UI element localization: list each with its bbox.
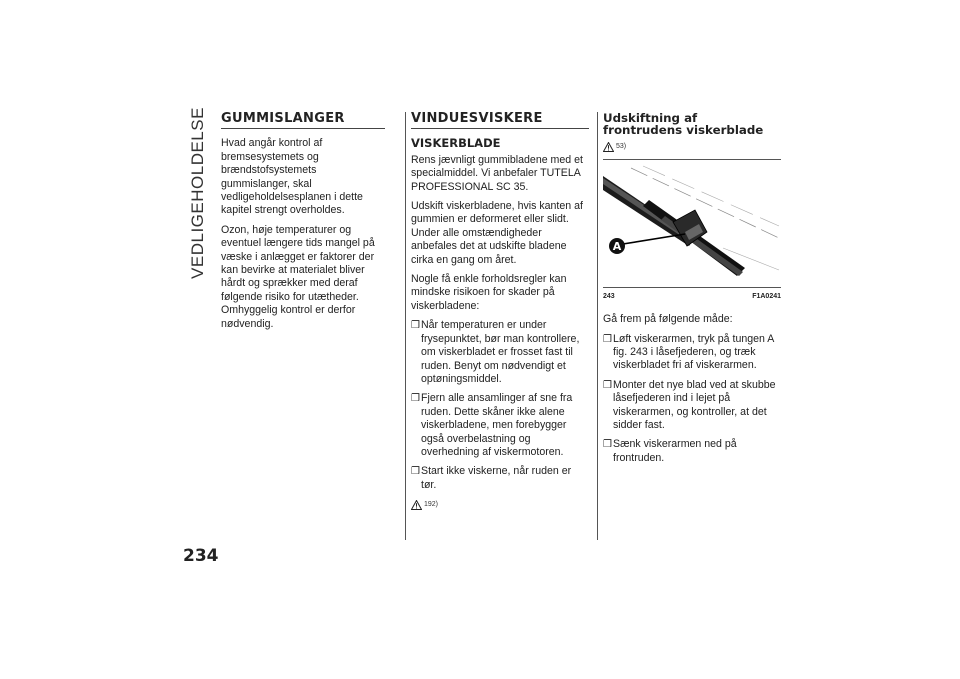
figure-number: 243 — [603, 292, 615, 300]
column-divider — [405, 112, 406, 540]
bullet-box-icon: ❒ — [603, 333, 612, 345]
warning-triangle-icon — [603, 142, 614, 152]
paragraph: Rens jævnligt gummibladene med et specialmiddel. Vi anbefaler TUTELA PROFESSIONAL SC 35. — [411, 153, 583, 193]
list-item: ❒ Monter det nye blad ved at skubbe låsefjederen ind i lejet på viskerarmen, og kontroller, at det sidder fast. — [603, 378, 776, 432]
column-gummislanger — [221, 112, 385, 337]
warning-triangle-icon — [411, 500, 422, 510]
section-side-tab-label: VEDLIGEHOLDELSE — [188, 107, 207, 279]
column-udskiftning — [603, 112, 781, 471]
list-item: ❒ Løft viskerarmen, tryk på tungen A fig. 243 i låsefjederen, og træk viskerbladet fri af viskerarmen. — [603, 332, 774, 372]
figure-code: F1A0241 — [752, 292, 781, 300]
bullet-box-icon: ❒ — [411, 320, 420, 332]
bullet-box-icon: ❒ — [603, 379, 612, 391]
figure-243 — [603, 159, 781, 303]
paragraph: Udskift viskerbladene, hvis kanten af gummien er deformeret eller slidt. Under alle omstændigheder anbefales det at udskifte bladene cirka en gang om året. — [411, 200, 583, 266]
paragraph: Gå frem på følgende måde: — [603, 313, 733, 326]
list-item: ❒ Fjern alle ansamlinger af sne fra ruden. Dette skåner ikke alene viskerbladene, men forebygger også overbelastning og overhedning af viskermotoren. — [411, 392, 573, 458]
paragraph: Ozon, høje temperaturer og eventuel længere tids mangel på væske i anlægget er faktorer der kan bevirke at materialet bliver hårdt og sprækker med deraf følgende risiko for utætheder. Omhyggelig kontrol er derfor nødvendig. — [221, 223, 375, 330]
column-divider — [597, 112, 598, 540]
figure-callout-a: A — [612, 240, 622, 254]
wiper-blade-illustration — [603, 160, 781, 282]
warning-reference-number: 192) — [424, 501, 439, 509]
page-number: 234 — [183, 546, 219, 566]
warning-reference — [603, 140, 781, 153]
paragraph: Hvad angår kontrol af bremsesystemets og brændstofsystemets gummislanger, skal vedligeholdelsesplanen i dette kapitel strengt overholdes. — [221, 137, 363, 217]
warning-reference — [411, 498, 589, 511]
heading-udskiftning: Udskiftning af frontrudens viskerblade — [603, 111, 764, 137]
heading-vinduesviskere: VINDUESVISKERE — [411, 112, 589, 129]
figure-caption — [603, 290, 781, 303]
figure-rule — [603, 287, 781, 288]
column-vinduesviskere — [411, 112, 589, 516]
bullet-box-icon: ❒ — [411, 393, 420, 405]
list-item: ❒ Start ikke viskerne, når ruden er tør. — [411, 465, 572, 491]
bullet-box-icon: ❒ — [411, 466, 420, 478]
warning-reference-number: 53) — [616, 143, 627, 150]
section-side-tab — [183, 108, 213, 278]
bullet-box-icon: ❒ — [603, 439, 612, 451]
subheading-viskerblade: VISKERBLADE — [411, 136, 501, 151]
paragraph: Nogle få enkle forholdsregler kan mindske risikoen for skader på viskerbladene: — [411, 273, 567, 312]
heading-gummislanger: GUMMISLANGER — [221, 112, 385, 129]
list-item: ❒ Sænk viskerarmen ned på frontruden. — [603, 438, 737, 464]
list-item: ❒ Når temperaturen er under frysepunktet, bør man kontrollere, om viskerbladet er frosset fast til ruden. Benyt om nødvendigt et optøningsmiddel. — [411, 319, 580, 385]
